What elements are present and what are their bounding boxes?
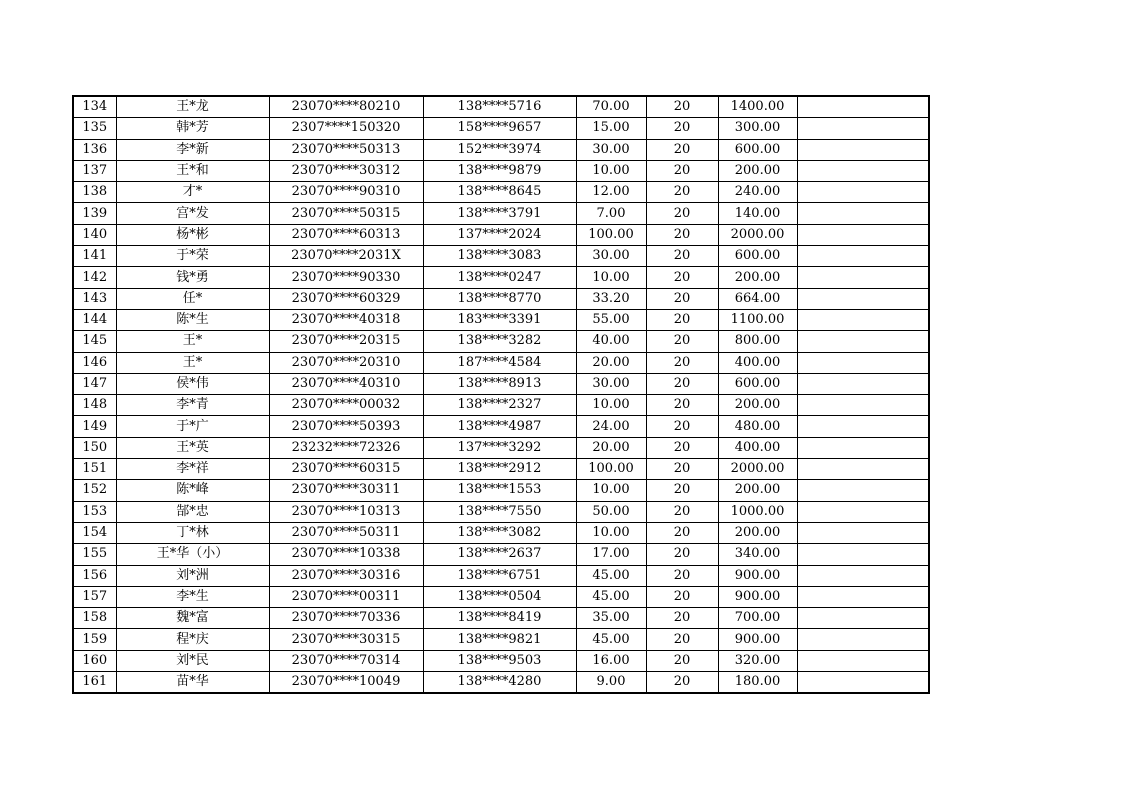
id-number-cell: 23070****10338 [269,544,423,565]
table-row [73,395,929,416]
area-cell: 30.00 [576,139,646,160]
rate-cell: 20 [646,522,718,543]
note-cell [797,139,929,160]
note-cell [797,373,929,394]
note-cell [797,288,929,309]
note-cell [797,608,929,629]
name-cell: 王*华（小） [116,544,269,565]
id-number-cell: 23070****30312 [269,160,423,181]
rate-cell: 20 [646,437,718,458]
area-cell: 9.00 [576,672,646,694]
area-cell: 24.00 [576,416,646,437]
rate-cell: 20 [646,565,718,586]
note-cell [797,224,929,245]
rate-cell: 20 [646,544,718,565]
name-cell: 侯*伟 [116,373,269,394]
id-number-cell: 23070****20310 [269,352,423,373]
id-number-cell: 23070****30316 [269,565,423,586]
amount-cell: 200.00 [718,395,797,416]
row-number-cell: 152 [73,480,116,501]
amount-cell: 200.00 [718,160,797,181]
row-number-cell: 137 [73,160,116,181]
amount-cell: 180.00 [718,672,797,694]
id-number-cell: 23070****40318 [269,309,423,330]
rate-cell: 20 [646,586,718,607]
id-number-cell: 23070****50313 [269,139,423,160]
area-cell: 17.00 [576,544,646,565]
name-cell: 王* [116,352,269,373]
phone-cell: 152****3974 [423,139,576,160]
amount-cell: 240.00 [718,182,797,203]
name-cell: 才* [116,182,269,203]
row-number-cell: 160 [73,650,116,671]
table-row [73,586,929,607]
row-number-cell: 159 [73,629,116,650]
name-cell: 韩*芳 [116,118,269,139]
rate-cell: 20 [646,267,718,288]
phone-cell: 138****8913 [423,373,576,394]
name-cell: 王*和 [116,160,269,181]
records-table [72,95,930,694]
note-cell [797,331,929,352]
id-number-cell: 23070****10313 [269,501,423,522]
amount-cell: 200.00 [718,267,797,288]
rate-cell: 20 [646,459,718,480]
table-row [73,480,929,501]
id-number-cell: 23070****70336 [269,608,423,629]
name-cell: 任* [116,288,269,309]
note-cell [797,629,929,650]
note-cell [797,501,929,522]
area-cell: 10.00 [576,267,646,288]
amount-cell: 1400.00 [718,96,797,118]
table-row [73,650,929,671]
area-cell: 30.00 [576,373,646,394]
table-row [73,544,929,565]
area-cell: 20.00 [576,437,646,458]
phone-cell: 138****9503 [423,650,576,671]
area-cell: 45.00 [576,629,646,650]
id-number-cell: 23070****30315 [269,629,423,650]
name-cell: 郜*忠 [116,501,269,522]
amount-cell: 900.00 [718,565,797,586]
row-number-cell: 144 [73,309,116,330]
phone-cell: 158****9657 [423,118,576,139]
id-number-cell: 23070****80210 [269,96,423,118]
table-row [73,629,929,650]
area-cell: 12.00 [576,182,646,203]
id-number-cell: 23232****72326 [269,437,423,458]
note-cell [797,586,929,607]
rate-cell: 20 [646,650,718,671]
rate-cell: 20 [646,629,718,650]
rate-cell: 20 [646,288,718,309]
name-cell: 钱*勇 [116,267,269,288]
name-cell: 王*龙 [116,96,269,118]
id-number-cell: 23070****00032 [269,395,423,416]
amount-cell: 400.00 [718,352,797,373]
name-cell: 李*祥 [116,459,269,480]
row-number-cell: 158 [73,608,116,629]
note-cell [797,565,929,586]
area-cell: 10.00 [576,160,646,181]
rate-cell: 20 [646,160,718,181]
amount-cell: 900.00 [718,586,797,607]
area-cell: 10.00 [576,480,646,501]
area-cell: 35.00 [576,608,646,629]
note-cell [797,437,929,458]
phone-cell: 138****9821 [423,629,576,650]
rate-cell: 20 [646,182,718,203]
note-cell [797,352,929,373]
id-number-cell: 23070****90310 [269,182,423,203]
amount-cell: 800.00 [718,331,797,352]
rate-cell: 20 [646,395,718,416]
phone-cell: 138****7550 [423,501,576,522]
note-cell [797,672,929,694]
phone-cell: 138****9879 [423,160,576,181]
note-cell [797,522,929,543]
amount-cell: 140.00 [718,203,797,224]
id-number-cell: 23070****60315 [269,459,423,480]
note-cell [797,544,929,565]
phone-cell: 138****2327 [423,395,576,416]
table-row [73,182,929,203]
row-number-cell: 149 [73,416,116,437]
amount-cell: 900.00 [718,629,797,650]
rate-cell: 20 [646,416,718,437]
area-cell: 16.00 [576,650,646,671]
row-number-cell: 140 [73,224,116,245]
amount-cell: 2000.00 [718,459,797,480]
phone-cell: 138****3083 [423,246,576,267]
phone-cell: 187****4584 [423,352,576,373]
name-cell: 李*青 [116,395,269,416]
area-cell: 20.00 [576,352,646,373]
phone-cell: 138****3082 [423,522,576,543]
phone-cell: 138****3791 [423,203,576,224]
row-number-cell: 139 [73,203,116,224]
table-row [73,331,929,352]
table-row [73,288,929,309]
note-cell [797,246,929,267]
name-cell: 魏*富 [116,608,269,629]
name-cell: 刘*洲 [116,565,269,586]
name-cell: 丁*林 [116,522,269,543]
name-cell: 杨*彬 [116,224,269,245]
table-row [73,267,929,288]
amount-cell: 480.00 [718,416,797,437]
note-cell [797,182,929,203]
row-number-cell: 157 [73,586,116,607]
phone-cell: 138****1553 [423,480,576,501]
row-number-cell: 145 [73,331,116,352]
amount-cell: 300.00 [718,118,797,139]
note-cell [797,395,929,416]
id-number-cell: 23070****00311 [269,586,423,607]
row-number-cell: 136 [73,139,116,160]
name-cell: 程*庆 [116,629,269,650]
row-number-cell: 154 [73,522,116,543]
rate-cell: 20 [646,373,718,394]
table-row [73,459,929,480]
amount-cell: 2000.00 [718,224,797,245]
area-cell: 7.00 [576,203,646,224]
area-cell: 45.00 [576,586,646,607]
table-row [73,96,929,118]
note-cell [797,459,929,480]
amount-cell: 320.00 [718,650,797,671]
row-number-cell: 151 [73,459,116,480]
name-cell: 陈*生 [116,309,269,330]
row-number-cell: 161 [73,672,116,694]
name-cell: 王*英 [116,437,269,458]
phone-cell: 137****2024 [423,224,576,245]
table-row [73,224,929,245]
id-number-cell: 23070****90330 [269,267,423,288]
row-number-cell: 153 [73,501,116,522]
table-row [73,139,929,160]
table-row [73,373,929,394]
phone-cell: 138****2637 [423,544,576,565]
amount-cell: 400.00 [718,437,797,458]
name-cell: 刘*民 [116,650,269,671]
phone-cell: 138****4987 [423,416,576,437]
table-row [73,160,929,181]
data-sheet [72,95,930,694]
amount-cell: 1000.00 [718,501,797,522]
note-cell [797,309,929,330]
area-cell: 45.00 [576,565,646,586]
rate-cell: 20 [646,352,718,373]
table-row [73,118,929,139]
phone-cell: 138****5716 [423,96,576,118]
rate-cell: 20 [646,331,718,352]
row-number-cell: 143 [73,288,116,309]
area-cell: 100.00 [576,459,646,480]
id-number-cell: 23070****70314 [269,650,423,671]
rate-cell: 20 [646,139,718,160]
rate-cell: 20 [646,246,718,267]
rate-cell: 20 [646,203,718,224]
phone-cell: 137****3292 [423,437,576,458]
area-cell: 10.00 [576,522,646,543]
phone-cell: 138****8770 [423,288,576,309]
table-row [73,437,929,458]
area-cell: 33.20 [576,288,646,309]
name-cell: 于*广 [116,416,269,437]
rate-cell: 20 [646,608,718,629]
rate-cell: 20 [646,118,718,139]
row-number-cell: 146 [73,352,116,373]
id-number-cell: 23070****2031X [269,246,423,267]
name-cell: 苗*华 [116,672,269,694]
row-number-cell: 141 [73,246,116,267]
note-cell [797,203,929,224]
rate-cell: 20 [646,309,718,330]
phone-cell: 138****2912 [423,459,576,480]
rate-cell: 20 [646,96,718,118]
phone-cell: 138****8419 [423,608,576,629]
amount-cell: 700.00 [718,608,797,629]
table-row [73,246,929,267]
id-number-cell: 2307****150320 [269,118,423,139]
table-row [73,416,929,437]
rate-cell: 20 [646,480,718,501]
amount-cell: 600.00 [718,246,797,267]
amount-cell: 340.00 [718,544,797,565]
id-number-cell: 23070****60329 [269,288,423,309]
amount-cell: 1100.00 [718,309,797,330]
id-number-cell: 23070****50393 [269,416,423,437]
phone-cell: 138****4280 [423,672,576,694]
phone-cell: 138****6751 [423,565,576,586]
phone-cell: 138****8645 [423,182,576,203]
amount-cell: 600.00 [718,373,797,394]
table-row [73,672,929,694]
phone-cell: 138****0247 [423,267,576,288]
table-row [73,309,929,330]
rate-cell: 20 [646,224,718,245]
id-number-cell: 23070****40310 [269,373,423,394]
note-cell [797,416,929,437]
table-row [73,522,929,543]
name-cell: 王* [116,331,269,352]
name-cell: 李*新 [116,139,269,160]
row-number-cell: 155 [73,544,116,565]
id-number-cell: 23070****30311 [269,480,423,501]
name-cell: 宫*发 [116,203,269,224]
id-number-cell: 23070****10049 [269,672,423,694]
amount-cell: 664.00 [718,288,797,309]
area-cell: 30.00 [576,246,646,267]
area-cell: 15.00 [576,118,646,139]
note-cell [797,160,929,181]
rate-cell: 20 [646,501,718,522]
id-number-cell: 23070****20315 [269,331,423,352]
area-cell: 100.00 [576,224,646,245]
table-body [73,96,929,693]
row-number-cell: 147 [73,373,116,394]
amount-cell: 200.00 [718,522,797,543]
name-cell: 于*荣 [116,246,269,267]
row-number-cell: 148 [73,395,116,416]
name-cell: 李*生 [116,586,269,607]
table-row [73,501,929,522]
phone-cell: 183****3391 [423,309,576,330]
area-cell: 10.00 [576,395,646,416]
note-cell [797,480,929,501]
area-cell: 50.00 [576,501,646,522]
table-row [73,608,929,629]
name-cell: 陈*峰 [116,480,269,501]
row-number-cell: 135 [73,118,116,139]
row-number-cell: 134 [73,96,116,118]
phone-cell: 138****0504 [423,586,576,607]
table-row [73,565,929,586]
row-number-cell: 156 [73,565,116,586]
note-cell [797,267,929,288]
rate-cell: 20 [646,672,718,694]
id-number-cell: 23070****60313 [269,224,423,245]
id-number-cell: 23070****50311 [269,522,423,543]
row-number-cell: 142 [73,267,116,288]
row-number-cell: 150 [73,437,116,458]
id-number-cell: 23070****50315 [269,203,423,224]
area-cell: 70.00 [576,96,646,118]
amount-cell: 600.00 [718,139,797,160]
amount-cell: 200.00 [718,480,797,501]
area-cell: 55.00 [576,309,646,330]
table-row [73,203,929,224]
row-number-cell: 138 [73,182,116,203]
area-cell: 40.00 [576,331,646,352]
note-cell [797,118,929,139]
table-row [73,352,929,373]
note-cell [797,96,929,118]
note-cell [797,650,929,671]
phone-cell: 138****3282 [423,331,576,352]
